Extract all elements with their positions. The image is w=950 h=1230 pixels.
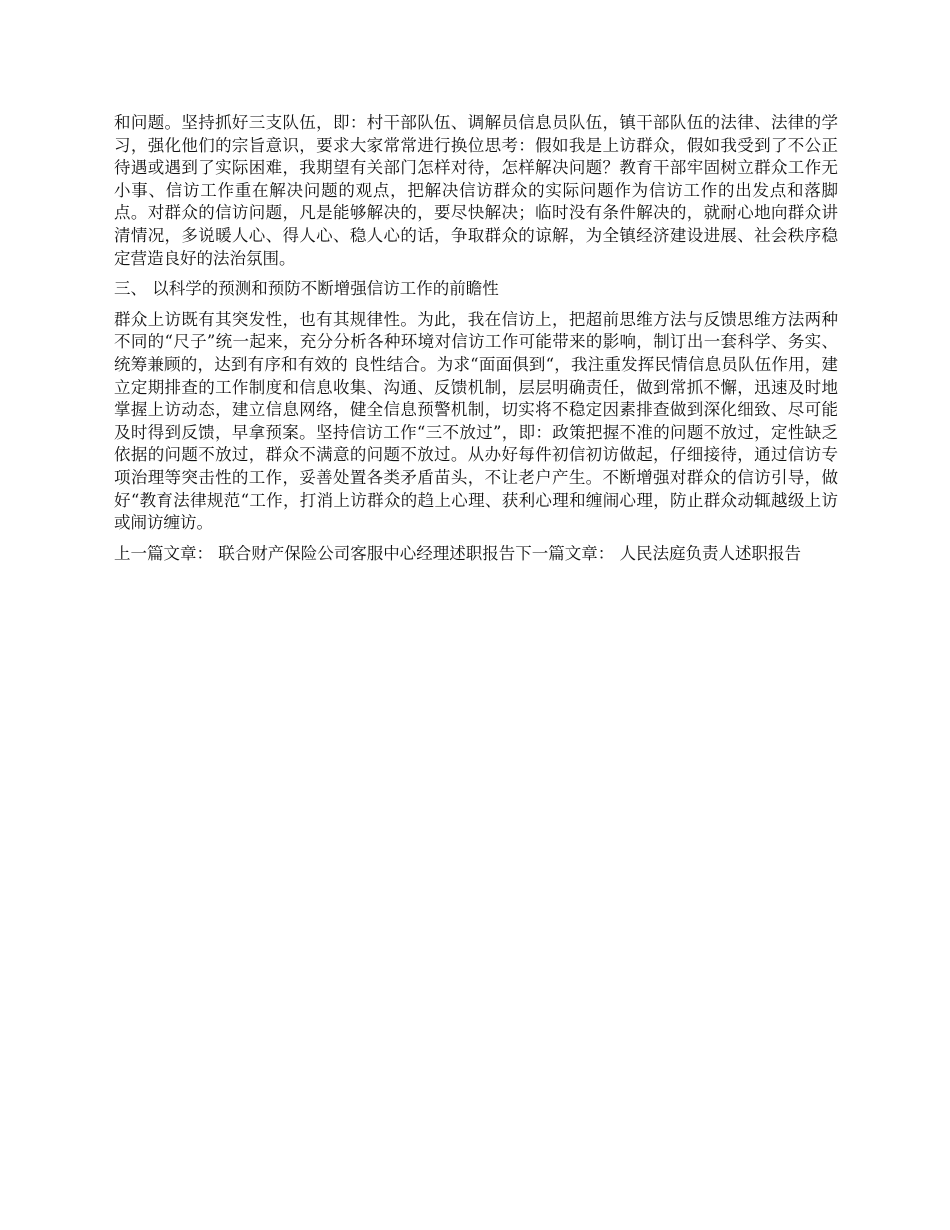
paragraph-2: 群众上访既有其突发性，也有其规律性。为此，我在信访上，把超前思维方法与反馈思维方法两种不同的“尺子”统一起来，充分分析各种环境对信访工作可能带来的影响，制订出一套科学、务实、统筹兼顾的，达到有序和有效的 良性结合。为求“面面俱到“，我注重发挥民情信息员队伍作用，建立定期排查的工作制度和信息收集、沟通、反馈机制，层层明确责任，做到常抓不懈，迅速及时地掌握上访动态，建立信息网络，健全信息预警机制，切实将不稳定因素排查做到深化细致、尽可能及时得到反馈，早拿预案。坚持信访工作“三不放过”，即：政策把握不准的问题不放过，定性缺乏依据的问题不放过，群众不满意的问题不放过。从办好每件初信初访做起，仔细接待，通过信访专项治理等突击性的工作，妥善处置各类矛盾苗头，不让老户产生。不断增强对群众的信访引导，做好“教育法律规范“工作，打消上访群众的趋上心理、获利心理和缠闹心理，防止群众动辄越级上访或闹访缠访。 [114, 309, 838, 533]
section-heading: 三、 以科学的预测和预防不断增强信访工作的前瞻性 [114, 279, 499, 299]
prev-article-label: 上一篇文章： [114, 543, 213, 563]
prev-article-link[interactable]: 联合财产保险公司客服中心经理述职报告 [218, 543, 516, 563]
next-article-link[interactable]: 人民法庭负责人述职报告 [619, 543, 801, 563]
article-body [114, 112, 838, 565]
next-article-label: 下一篇文章： [515, 543, 615, 563]
article-navigation [114, 543, 838, 566]
paragraph-1: 和问题。坚持抓好三支队伍，即：村干部队伍、调解员信息员队伍，镇干部队伍的法律、法律的学习，强化他们的宗旨意识，要求大家常常进行换位思考：假如我是上访群众，假如我受到了不公正待遇或遇到了实际困难，我期望有关部门怎样对待，怎样解决问题？教育干部牢固树立群众工作无小事、信访工作重在解决问题的观点，把解决信访群众的实际问题作为信访工作的出发点和落脚点。对群众的信访问题，凡是能够解决的，要尽快解决；临时没有条件解决的，就耐心地向群众讲清情况，多说暖人心、得人心、稳人心的话，争取群众的谅解，为全镇经济建设进展、社会秩序稳定营造良好的法治氛围。 [114, 113, 838, 268]
